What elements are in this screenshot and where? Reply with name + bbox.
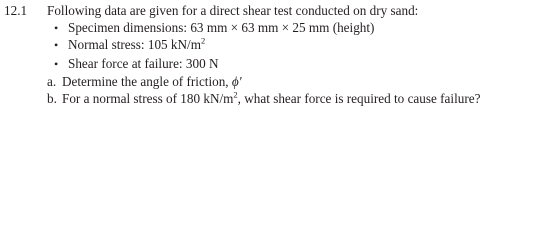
shear-force-text: Shear force at failure: 300 N (68, 56, 219, 71)
bullet-icon: • (54, 57, 59, 71)
question-a-text: Determine the angle of friction, (62, 74, 232, 89)
question-b-exponent: 2 (233, 89, 238, 100)
normal-stress-exponent: 2 (200, 35, 206, 46)
bullet-normal-stress (54, 37, 205, 53)
bullet-icon: • (54, 21, 59, 35)
bullet-specimen-dimensions (54, 20, 374, 36)
bullet-icon: • (54, 38, 59, 52)
normal-stress-text: Normal stress: 105 kN/m (68, 37, 201, 52)
question-b (47, 91, 480, 107)
friction-angle-symbol: ϕ′ (231, 74, 242, 89)
question-a-label: a. (47, 74, 57, 89)
problem-12-1 (0, 0, 557, 114)
problem-number: 12.1 (4, 3, 28, 18)
question-a (47, 74, 242, 90)
problem-statement: Following data are given for a direct shear test conducted on dry sand: (47, 3, 419, 18)
question-b-text-part2: , what shear force is required to cause failure? (237, 91, 481, 106)
bullet-shear-force (54, 56, 219, 72)
question-b-label: b. (47, 91, 57, 106)
specimen-dimensions-text: Specimen dimensions: 63 mm × 63 mm × 25 mm (height) (68, 20, 375, 35)
question-b-text-part1: For a normal stress of 180 kN/m (62, 91, 234, 106)
